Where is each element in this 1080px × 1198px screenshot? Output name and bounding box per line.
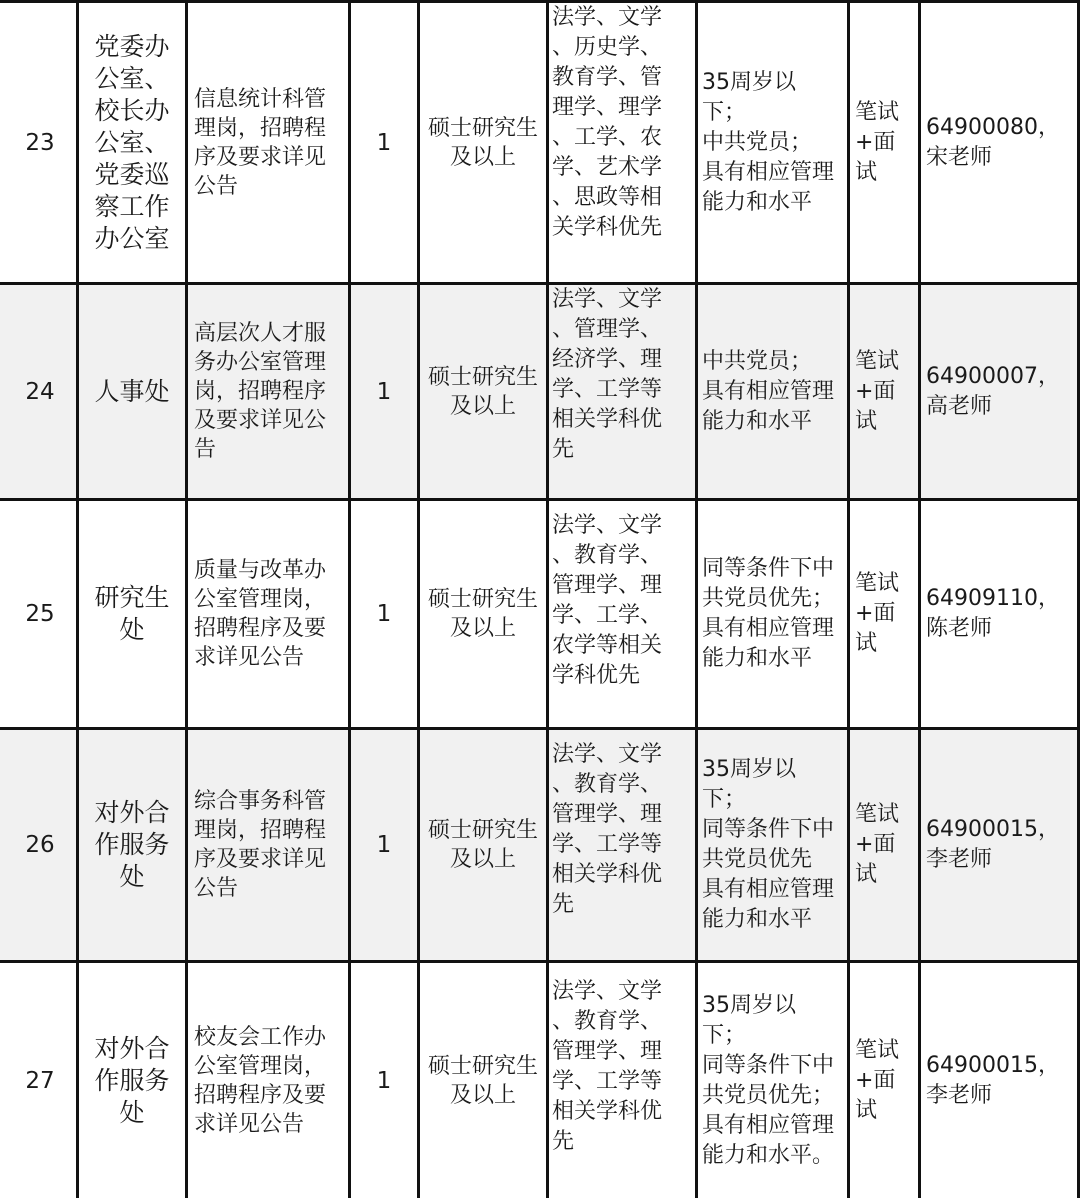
headcount-cell: 1 (376, 601, 392, 627)
exam-method-cell: 笔试 +面 试 (855, 348, 900, 434)
row-number: 26 (25, 832, 55, 858)
education-cell: 硕士研究生 及以上 (427, 818, 538, 872)
exam-method-cell: 笔试 +面 试 (855, 802, 900, 887)
major-cell: 法学、文学 、教育学、 管理学、理 学、工学等 相关学科优 先 (552, 742, 663, 917)
headcount-cell: 1 (376, 129, 392, 156)
contact-cell: 64900015， 李老师 (926, 1052, 1060, 1108)
requirements-cell: 35周岁以 下； 同等条件下中 共党员优先 具有相应管理 能力和水平 (702, 757, 835, 932)
row-number: 23 (25, 129, 55, 156)
row-number: 27 (25, 1067, 55, 1094)
major-cell: 法学、文学 、教育学、 管理学、理 学、工学等 相关学科优 先 (552, 979, 663, 1154)
department-cell: 对外合 作服务 处 (94, 798, 170, 891)
headcount-cell: 1 (376, 1067, 392, 1094)
position-cell: 信息统计科管 理岗，招聘程 序及要求详见 公告 (194, 86, 327, 199)
column-divider (185, 0, 188, 1198)
major-cell: 法学、文学 、教育学、 管理学、理 学、工学、 农学等相关 学科优先 (552, 513, 663, 688)
requirements-cell: 同等条件下中 共党员优先； 具有相应管理 能力和水平 (702, 556, 835, 671)
contact-cell: 64900015， 李老师 (926, 817, 1060, 872)
major-cell: 法学、文学 、管理学、 经济学、理 学、工学等 相关学科优 先 (552, 287, 663, 462)
contact-cell: 64900007， 高老师 (926, 363, 1060, 419)
column-divider (348, 0, 351, 1198)
department-cell: 党委办 公室、 校长办 公室、 党委巡 察工作 办公室 (94, 31, 170, 253)
column-divider (546, 0, 549, 1198)
department-cell: 对外合 作服务 处 (94, 1033, 170, 1127)
requirements-cell: 35周岁以 下； 中共党员； 具有相应管理 能力和水平 (702, 69, 835, 215)
position-cell: 高层次人才服 务办公室管理 岗，招聘程序 及要求详见公 告 (194, 321, 327, 462)
education-cell: 硕士研究生 及以上 (427, 115, 538, 170)
column-divider (918, 0, 921, 1198)
exam-method-cell: 笔试 +面 试 (855, 99, 900, 185)
department-cell: 人事处 (94, 376, 170, 406)
education-cell: 硕士研究生 及以上 (427, 1053, 538, 1108)
position-cell: 综合事务科管 理岗，招聘程 序及要求详见 公告 (194, 789, 327, 901)
department-cell: 研究生 处 (94, 583, 170, 644)
exam-method-cell: 笔试 +面 试 (855, 1037, 900, 1123)
column-divider (847, 0, 850, 1198)
headcount-cell: 1 (376, 378, 392, 405)
education-cell: 硕士研究生 及以上 (427, 587, 538, 641)
headcount-cell: 1 (376, 832, 392, 858)
requirements-cell: 中共党员； 具有相应管理 能力和水平 (702, 348, 835, 434)
position-cell: 质量与改革办 公室管理岗， 招聘程序及要 求详见公告 (194, 558, 327, 670)
position-cell: 校友会工作办 公室管理岗， 招聘程序及要 求详见公告 (194, 1024, 327, 1137)
column-divider (417, 0, 420, 1198)
row-number: 25 (25, 601, 55, 627)
row-number: 24 (25, 378, 55, 405)
major-cell: 法学、文学 、历史学、 教育学、管 理学、理学 、工学、农 学、艺术学 、思政等相 关学科优先 (552, 5, 663, 240)
requirements-cell: 35周岁以 下； 同等条件下中 共党员优先； 具有相应管理 能力和水平。 (702, 992, 835, 1168)
exam-method-cell: 笔试 +面 试 (855, 571, 900, 656)
education-cell: 硕士研究生 及以上 (427, 364, 538, 419)
contact-cell: 64909110， 陈老师 (926, 586, 1060, 641)
contact-cell: 64900080， 宋老师 (926, 114, 1060, 170)
column-divider (695, 0, 698, 1198)
column-divider (76, 0, 79, 1198)
